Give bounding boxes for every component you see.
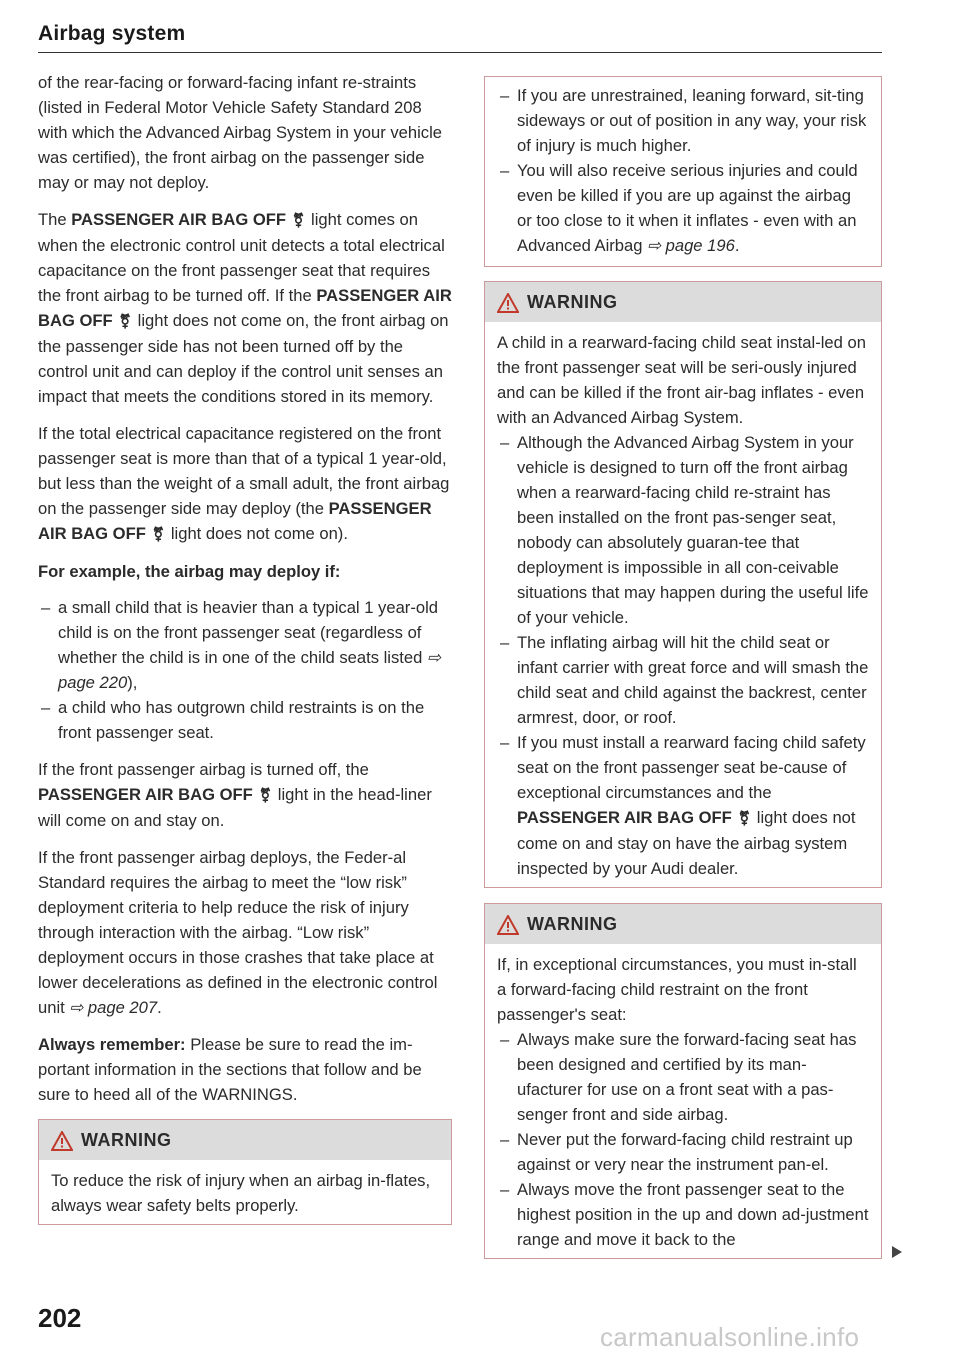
passenger-airbag-off-icon: ⚧ — [738, 810, 751, 826]
list-item — [497, 158, 869, 258]
page-number: 202 — [38, 1303, 82, 1333]
left-column — [38, 70, 452, 1240]
indicator-name: PASSENGER AIR BAG OFF — [71, 210, 287, 229]
list-item: – Always make sure the forward-facing seat has been designed and certified by its man-ufacturer for use on a front seat with a pas-senger front and side airbag. — [497, 1027, 869, 1127]
emphasis-label: Always remember: — [38, 1035, 186, 1054]
paragraph: If, in exceptional circumstances, you must in-stall a forward-facing child restraint on the front passenger's seat: — [497, 955, 857, 1024]
warning-header — [39, 1120, 451, 1160]
warning-body — [485, 322, 881, 887]
paragraph: A child in a rearward-facing child seat instal-led on the front passenger seat will be seri-ously injured and can be killed if the front air-bag inflates - even with an Advanced Airbag System. — [497, 333, 866, 427]
list-item — [38, 595, 452, 695]
warning-title: WARNING — [527, 914, 618, 934]
warning-box — [484, 903, 882, 1259]
page-reference-link[interactable]: ⇨ page 207 — [69, 998, 158, 1017]
indicator-name: PASSENGER AIR BAG OFF — [38, 286, 452, 330]
text: light does not come on, the front airbag on the passenger side has not been turned off by the control unit and can deploy if the control unit senses an impact that meets the conditions stored in its memory. — [38, 311, 449, 406]
paragraph: of the rear-facing or forward-facing infant re-straints (listed in Federal Motor Vehicle Safety Standard 208 with which the Advanced Airbag System in your vehicle was certified), the front airbag on the passenger side may or may not deploy. — [38, 73, 442, 192]
header-divider — [38, 52, 882, 53]
example-heading: For example, the airbag may deploy if: — [38, 562, 341, 581]
text: . — [157, 998, 162, 1017]
text: ), — [127, 673, 138, 692]
text: light in the head-liner will come on and stay on. — [38, 785, 432, 830]
warning-title: WARNING — [527, 292, 618, 312]
indicator-name: PASSENGER AIR BAG OFF — [38, 499, 432, 543]
paragraph — [38, 1032, 452, 1107]
passenger-airbag-off-icon: ⚧ — [152, 526, 165, 542]
watermark: carmanualsonline.info — [600, 1322, 860, 1352]
text: Please be sure to read the im-portant information in the sections that follow and be sure to heed all of the WARNINGS. — [38, 1035, 422, 1104]
text: If the total electrical capacitance registered on the front passenger seat is more than that of a typical 1 year-old, but less than the weight of a small adult, the front airbag on the passenger side may deploy (the — [38, 424, 450, 518]
warning-body — [485, 944, 881, 1258]
warning-title: WARNING — [81, 1130, 172, 1150]
text: If the front passenger airbag deploys, the Feder-al Standard requires the airbag to meet the “low risk” deployment criteria to help reduce the risk of injury through interaction with the airbag. “Low risk” deployment occurs in those crashes that take place at lower decelerations as defined in the electronic control unit — [38, 848, 438, 1017]
list-item: – Never put the forward-facing child restraint up against or very near the instrument pan-el. — [497, 1127, 869, 1177]
list-item: – Always move the front passenger seat to the highest position in the up and down ad-justment range and move it back to the — [497, 1177, 869, 1252]
paragraph — [38, 757, 452, 833]
text: light does not come on and stay on have the airbag system inspected by your Audi dealer. — [517, 808, 856, 878]
text: If you must install a rearward facing child safety seat on the front passenger seat be-cause of exceptional circumstances and the — [517, 733, 866, 802]
text: You will also receive serious injuries and could even be killed if you are up against the airbag or too close to it when it inflates - even with an Advanced Airbag — [517, 161, 858, 255]
passenger-airbag-off-icon: ⚧ — [292, 212, 305, 228]
text: light does not come on). — [170, 524, 348, 543]
paragraph — [38, 207, 452, 409]
passenger-airbag-off-icon: ⚧ — [259, 787, 272, 803]
list-item: – a child who has outgrown child restraints is on the front passenger seat. — [38, 695, 452, 745]
example-list — [38, 595, 452, 745]
warning-triangle-icon — [497, 293, 519, 313]
warning-list — [497, 430, 869, 881]
continued-warning-box — [484, 76, 882, 267]
warning-header — [485, 282, 881, 322]
list-item — [497, 730, 869, 881]
text: a small child that is heavier than a typical 1 year-old child is on the front passenger seat (regardless of whether the child is in one of the child seats listed — [58, 598, 439, 667]
paragraph — [38, 421, 452, 547]
indicator-name: PASSENGER AIR BAG OFF — [517, 808, 732, 827]
warning-triangle-icon — [51, 1131, 73, 1151]
continue-arrow-icon — [892, 1246, 902, 1258]
text: If the front passenger airbag is turned off, the — [38, 760, 369, 779]
warning-box — [38, 1119, 452, 1225]
paragraph: To reduce the risk of injury when an airbag in-flates, always wear safety belts properly. — [51, 1171, 431, 1215]
right-column — [484, 76, 882, 1274]
section-title: Airbag system — [38, 22, 186, 45]
text: . — [734, 236, 740, 255]
text: light comes on when the electronic control unit detects a total electrical capacitance on the front passenger seat that requires the front airbag to be turned off. If the — [38, 210, 445, 305]
warning-box — [484, 281, 882, 888]
page-reference-link[interactable]: ⇨ page 196 — [647, 236, 735, 255]
warning-header — [485, 904, 881, 944]
list-item: – The inflating airbag will hit the child seat or infant carrier with great force and will smash the child seat and child against the backrest, center armrest, door, or roof. — [497, 630, 869, 730]
continued-list — [497, 83, 869, 258]
list-item: – If you are unrestrained, leaning forward, sit-ting sideways or out of position in any way, your risk of injury is much higher. — [497, 83, 869, 158]
list-item: – Although the Advanced Airbag System in your vehicle is designed to turn off the front airbag when a rearward-facing child re-straint has been installed on the front pas-senger seat, nobody can absolutely guaran-tee that deployment is impossible in all con-ceivable situations that may happen during the useful life of your vehicle. — [497, 430, 869, 630]
warning-body — [39, 1160, 451, 1224]
warning-triangle-icon — [497, 915, 519, 935]
passenger-airbag-off-icon: ⚧ — [119, 313, 132, 329]
paragraph — [38, 845, 452, 1020]
warning-list — [497, 1027, 869, 1252]
indicator-name: PASSENGER AIR BAG OFF — [38, 785, 253, 804]
page-reference-link[interactable]: ⇨ page 220 — [58, 648, 441, 692]
text: The — [38, 210, 67, 229]
